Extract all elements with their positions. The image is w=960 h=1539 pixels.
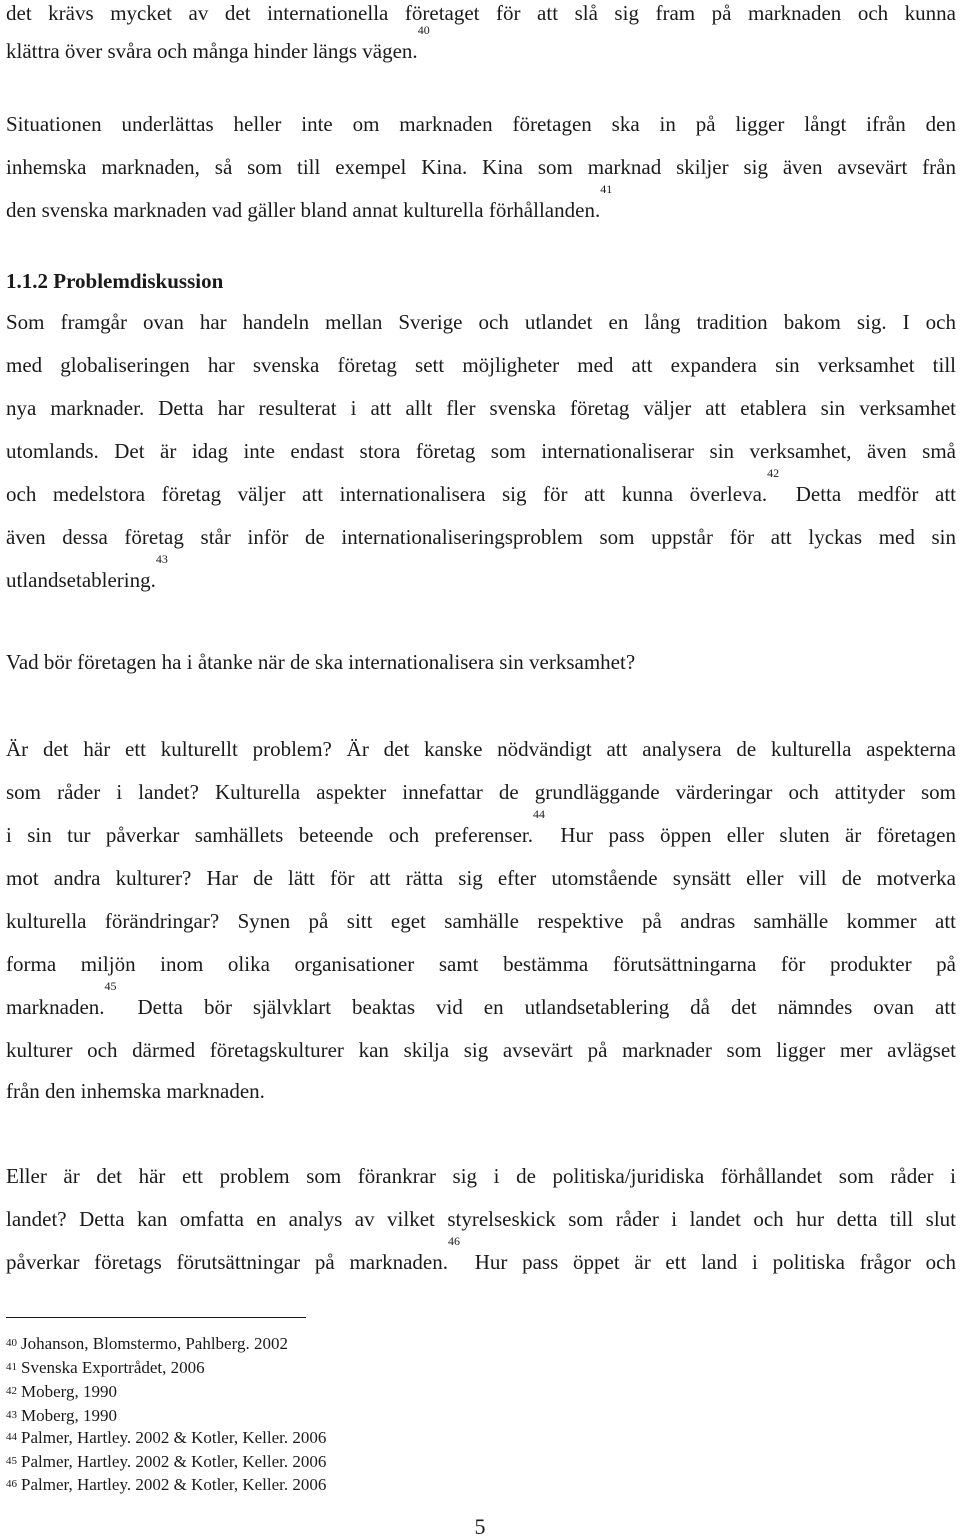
page-number: 5: [474, 1514, 486, 1539]
footnote-text: Moberg, 1990: [21, 1382, 118, 1401]
body-line-text: utlandsetablering.: [6, 568, 156, 592]
body-line: [6, 1037, 956, 1063]
footnote-reference: 43: [155, 552, 168, 566]
footnote-number: 41: [6, 1361, 17, 1373]
body-line-text: det krävs mycket av det internationella företaget för att slå sig fram på marknaden och kunna: [6, 1, 956, 25]
body-line: [6, 438, 956, 464]
body-line-text: Som framgår ovan har handeln mellan Sverige och utlandet en lång tradition bakom sig. I och: [6, 310, 956, 334]
body-line-text: Hur pass öppen eller sluten är företagen: [545, 823, 956, 847]
footnote-number: 42: [6, 1385, 17, 1397]
footnote-separator: [6, 1317, 306, 1318]
footnote-number: 40: [6, 1337, 17, 1349]
footnote-text: Palmer, Hartley. 2002 & Kotler, Keller. 2006: [21, 1428, 327, 1447]
body-line: [6, 1078, 956, 1104]
body-line-text: kulturella förändringar? Synen på sitt eget samhälle respektive på andras samhälle kommer att: [6, 909, 956, 933]
body-line: [6, 309, 956, 335]
body-line-text: mot andra kulturer? Har de lätt för att rätta sig efter utomstående synsätt eller vill de motverka: [6, 866, 956, 890]
body-line: [6, 779, 956, 805]
footnote: [6, 1428, 326, 1448]
footnote: [6, 1475, 326, 1495]
footnote: [6, 1406, 117, 1426]
body-line: [6, 23, 956, 64]
body-line-text: Hur pass öppet är ett land i politiska frågor och: [460, 1250, 957, 1274]
body-line-text: utomlands. Det är idag inte endast stora företag som internationaliserar sin verksamhet, även små: [6, 439, 956, 463]
footnote: [6, 1334, 288, 1354]
body-line: [6, 1234, 957, 1275]
footnote-text: Moberg, 1990: [21, 1406, 118, 1425]
body-line: [6, 352, 956, 378]
footnote-text: Svenska Exportrådet, 2006: [21, 1358, 205, 1377]
footnote-number: 44: [6, 1431, 17, 1443]
body-line-text: i sin tur påverkar samhällets beteende och preferenser.: [6, 823, 533, 847]
body-line: [6, 154, 956, 180]
body-line-text: kulturer och därmed företagskulturer kan skilja sig avsevärt på marknader som ligger mer avlägset: [6, 1038, 956, 1062]
body-line: [6, 395, 956, 421]
body-line-text: Detta bör självklart beaktas vid en utlandsetablering då det nämndes ovan att: [116, 995, 956, 1019]
footnote-number: 45: [6, 1455, 17, 1467]
body-line: [6, 736, 956, 762]
body-line: [6, 865, 956, 891]
body-line: [6, 182, 956, 223]
footnote-number: 43: [6, 1409, 17, 1421]
body-line: [6, 649, 956, 675]
body-line-text: Är det här ett kulturellt problem? Är det kanske nödvändigt att analysera de kulturella aspekterna: [6, 737, 956, 761]
footnote: [6, 1452, 326, 1472]
body-line: [6, 524, 956, 550]
body-line-text: forma miljön inom olika organisationer samt bestämma förutsättningarna för produkter på: [6, 952, 956, 976]
body-line: [6, 807, 956, 848]
body-line-text: och medelstora företag väljer att internationalisera sig för att kunna överleva.: [6, 482, 768, 506]
footnote: [6, 1358, 205, 1378]
body-line: [6, 0, 956, 26]
footnote-number: 46: [6, 1478, 17, 1490]
body-line: [6, 979, 956, 1020]
footnote-text: Palmer, Hartley. 2002 & Kotler, Keller. 2006: [21, 1452, 327, 1471]
body-line-text: även dessa företag står inför de internationaliseringsproblem som uppstår för att lyckas med sin: [6, 525, 956, 549]
footnote-text: Palmer, Hartley. 2002 & Kotler, Keller. 2006: [21, 1475, 327, 1494]
body-line-text: Eller är det här ett problem som förankrar sig i de politiska/juridiska förhållandet som råder i: [6, 1164, 956, 1188]
body-line-text: inhemska marknaden, så som till exempel Kina. Kina som marknad skiljer sig även avsevärt från: [6, 155, 956, 179]
body-line-text: som råder i landet? Kulturella aspekter innefattar de grundläggande värderingar och attityder som: [6, 780, 956, 804]
body-line-text: den svenska marknaden vad gäller bland annat kulturella förhållanden.: [6, 198, 601, 222]
body-line: [6, 466, 956, 507]
footnote: [6, 1382, 117, 1402]
body-line: [6, 1206, 956, 1232]
body-line-text: landet? Detta kan omfatta en analys av vilket styrelseskick som råder i landet och hur detta till slut: [6, 1207, 956, 1231]
footnote-text: Johanson, Blomstermo, Pahlberg. 2002: [21, 1334, 288, 1353]
footnote-reference: 46: [448, 1234, 460, 1248]
body-line: [6, 951, 956, 977]
footnote-reference: 44: [533, 807, 545, 821]
body-line-text: påverkar företags förutsättningar på marknaden.: [6, 1250, 448, 1274]
body-line-text: med globaliseringen har svenska företag sett möjligheter med att expandera sin verksamhet till: [6, 353, 956, 377]
body-line: [6, 552, 956, 593]
body-line: [6, 111, 956, 137]
footnote-reference: 40: [417, 23, 430, 37]
body-line-text: från den inhemska marknaden.: [6, 1079, 265, 1103]
body-line-text: Situationen underlättas heller inte om marknaden företagen ska in på ligger långt ifrån den: [6, 112, 956, 136]
body-line-text: Vad bör företagen ha i åtanke när de ska internationalisera sin verksamhet?: [6, 650, 636, 674]
body-line-text: nya marknader. Detta har resulterat i att allt fler svenska företag väljer att etablera sin verksamhet: [6, 396, 956, 420]
footnote-reference: 41: [600, 182, 613, 196]
body-line-text: Detta medför att: [779, 482, 956, 506]
body-line-text: marknaden.: [6, 995, 105, 1019]
section-heading: 1.1.2 Problemdiskussion: [6, 269, 224, 293]
body-line-text: klättra över svåra och många hinder längs vägen.: [6, 39, 418, 63]
body-line: [6, 908, 956, 934]
footnote-reference: 42: [767, 466, 780, 480]
footnote-reference: 45: [104, 979, 117, 993]
body-line: [6, 1163, 956, 1189]
